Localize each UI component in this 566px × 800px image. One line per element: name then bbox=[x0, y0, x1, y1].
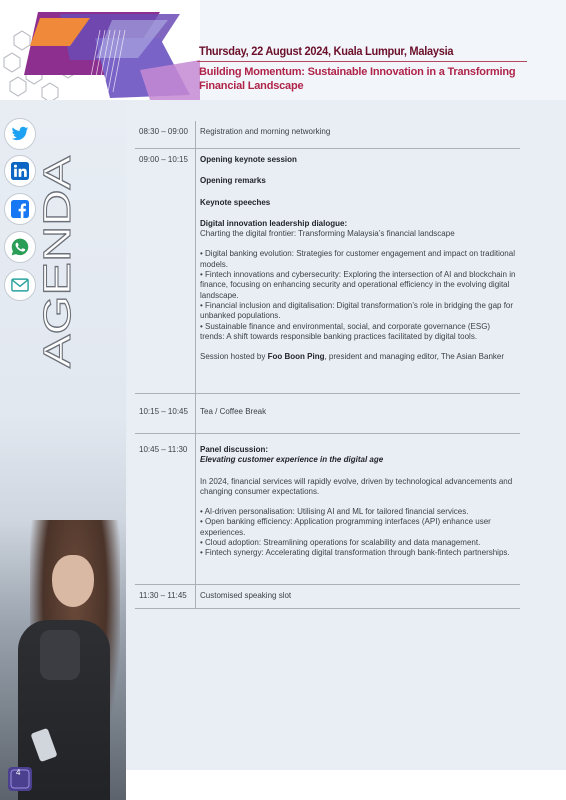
linkedin-icon bbox=[11, 162, 29, 180]
agenda-item: Customised speaking slot bbox=[200, 591, 292, 600]
opening-keynote-heading: Opening keynote session bbox=[200, 155, 297, 164]
email-button[interactable] bbox=[4, 269, 36, 301]
agenda-time: 11:30 – 11:45 bbox=[135, 585, 196, 608]
agenda-vertical-heading bbox=[36, 152, 80, 370]
facebook-icon bbox=[11, 200, 29, 218]
agenda-time: 08:30 – 09:00 bbox=[135, 121, 196, 148]
bullet-item: • Digital banking evolution: Strategies for customer engagement and impact on traditional models. bbox=[200, 249, 515, 269]
whatsapp-button[interactable] bbox=[4, 231, 36, 263]
panel-heading: Panel discussion: bbox=[200, 445, 269, 454]
agenda-item bbox=[196, 149, 520, 393]
host-name: Foo Boon Ping bbox=[267, 352, 325, 362]
attendee-photo bbox=[0, 500, 126, 800]
whatsapp-icon bbox=[10, 237, 30, 257]
agenda-table bbox=[135, 121, 520, 609]
bullet-item: • AI-driven personalisation: Utilising AI and ML for tailored financial services. bbox=[200, 507, 469, 517]
agenda-row bbox=[135, 434, 520, 585]
agenda-time: 10:15 – 10:45 bbox=[135, 394, 196, 433]
agenda-item: Tea / Coffee Break bbox=[200, 407, 267, 416]
agenda-heading-text: AGENDA bbox=[37, 207, 79, 368]
agenda-item bbox=[196, 434, 520, 584]
opening-remarks-heading: Opening remarks bbox=[200, 176, 266, 186]
agenda-time: 09:00 – 10:15 bbox=[135, 149, 196, 393]
bullet-item: • Financial inclusion and digitalisation: Digital transformation’s role in bridging the gap for unbanked populations. bbox=[200, 300, 514, 321]
event-title: Building Momentum: Sustainable Innovation in a Transforming Financial Landscape bbox=[199, 66, 516, 92]
facebook-button[interactable] bbox=[4, 193, 36, 225]
event-date-location: Thursday, 22 August 2024, Kuala Lumpur, Malaysia bbox=[199, 44, 454, 58]
agenda-item: Registration and morning networking bbox=[200, 127, 331, 136]
bullet-item: • Sustainable finance and environmental, social, and corporate governance (ESG) trends: A shift towards responsible banking practices facilitated by digital tools. bbox=[200, 321, 491, 341]
footer-strip bbox=[126, 770, 566, 800]
dialogue-subtitle: Charting the digital frontier: Transforming Malaysia’s financial landscape bbox=[200, 229, 455, 239]
keynote-speeches-heading: Keynote speeches bbox=[200, 197, 271, 207]
header-divider bbox=[197, 61, 527, 62]
header-graphic bbox=[0, 0, 200, 100]
agenda-row bbox=[135, 585, 520, 609]
dialogue-heading: Digital innovation leadership dialogue: bbox=[200, 218, 348, 228]
bullet-item: • Cloud adoption: Streamlining operations for scalability and data management. bbox=[200, 538, 481, 548]
agenda-time: 10:45 – 11:30 bbox=[135, 434, 196, 584]
session-host: Session hosted by Foo Boon Ping, president and managing editor, The Asian Banker bbox=[200, 352, 505, 362]
panel-subtitle: Elevating customer experience in the digital age bbox=[200, 455, 384, 465]
agenda-row bbox=[135, 149, 520, 394]
bullet-item: • Fintech innovations and cybersecurity: Exploring the intersection of AI and blockchain in finance, focusing on enhancing security and operational efficiency in the evolving digital landscape. bbox=[200, 270, 516, 300]
bullet-item: • Open banking efficiency: Application programming interfaces (API) enhance user experiences. bbox=[200, 517, 491, 537]
agenda-row bbox=[135, 394, 520, 434]
twitter-icon bbox=[11, 126, 29, 142]
linkedin-button[interactable] bbox=[4, 155, 36, 187]
agenda-row bbox=[135, 121, 520, 149]
email-icon bbox=[11, 278, 29, 292]
twitter-button[interactable] bbox=[4, 118, 36, 150]
page-number: 4 bbox=[16, 768, 21, 777]
panel-intro: In 2024, financial services will rapidly evolve, driven by technological advancements and changing consumer expectations. bbox=[200, 476, 513, 496]
bullet-item: • Fintech synergy: Accelerating digital transformation through bank-fintech partnerships. bbox=[200, 548, 510, 558]
